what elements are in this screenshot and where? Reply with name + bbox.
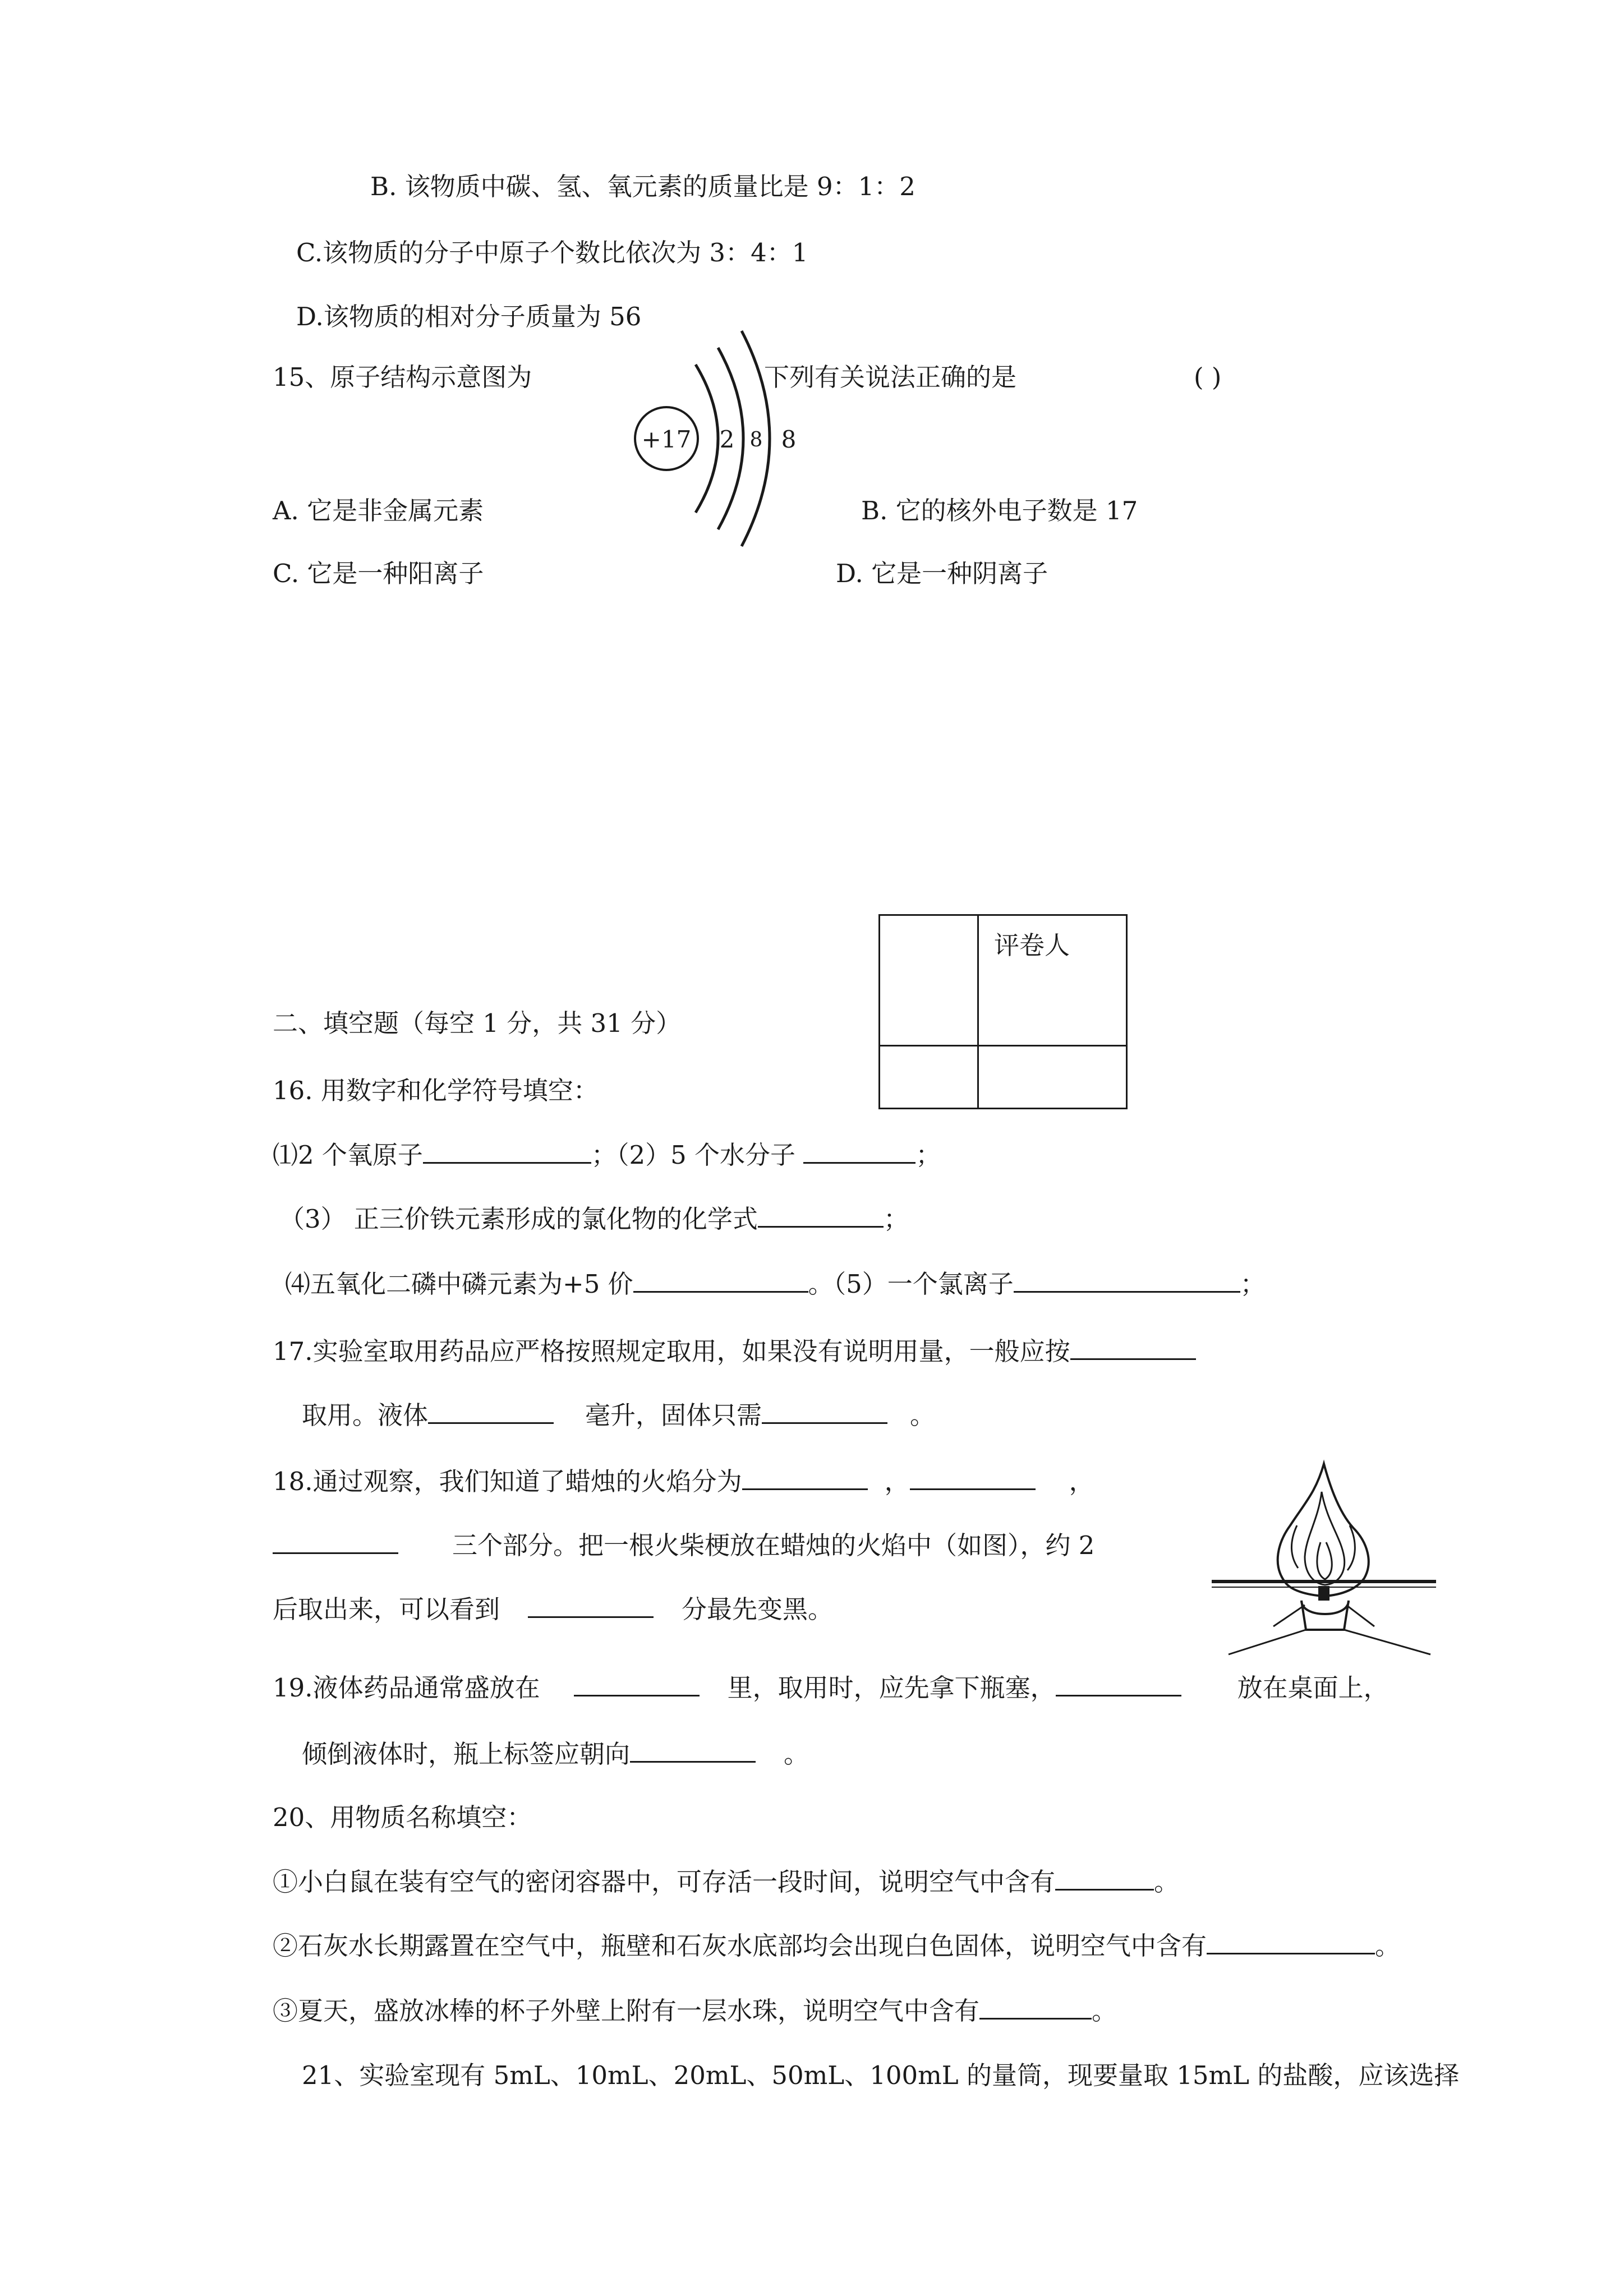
- q16-sep-1: ；: [591, 1140, 617, 1170]
- q17-line-2: [302, 1402, 935, 1428]
- q20-item-3-text: ③夏天，盛放冰棒的杯子外壁上附有一层水珠，说明空气中含有: [273, 1996, 980, 2026]
- candle-wick: [1318, 1586, 1329, 1601]
- q16-sep-3: ；: [883, 1204, 909, 1234]
- q19-line-2: [302, 1741, 809, 1767]
- q14-option-d: D.该物质的相对分子质量为 56: [296, 302, 642, 331]
- section-2-title: 二、填空题（每空 1 分，共 31 分）: [273, 1008, 682, 1038]
- q16-part-5: 。（5）一个氯离子: [808, 1269, 1014, 1299]
- candle-flame-figure: [1206, 1458, 1442, 1660]
- q19-text-b1: 倾倒液体时，瓶上标签应朝向: [302, 1739, 631, 1769]
- q19-line-1: [273, 1673, 1389, 1703]
- q19-text-b2: 。: [784, 1739, 809, 1769]
- q18-line-2: [273, 1532, 1094, 1558]
- q21-text: 21、实验室现有 5mL、10mL、20mL、50mL、100mL 的量筒，现要量取 15mL 的盐酸，应该选择: [302, 2060, 1460, 2090]
- q16-line-3: [285, 1271, 1266, 1297]
- q16-blank-3[interactable]: [758, 1206, 884, 1228]
- q16-line-2: [279, 1206, 909, 1232]
- grader-label: 评卷人: [994, 930, 1070, 960]
- q17-line-1: [273, 1338, 1196, 1364]
- q20-blank-1[interactable]: [1055, 1869, 1154, 1891]
- q20-item-2-text: ②石灰水长期露置在空气中，瓶壁和石灰水底部均会出现白色固体，说明空气中含有: [273, 1931, 1207, 1961]
- q16-sep-2: ；: [915, 1140, 941, 1170]
- q20-blank-2[interactable]: [1207, 1933, 1375, 1954]
- q18-text-c2: 分最先变黑。: [682, 1594, 834, 1624]
- q17-text-b3: 。: [910, 1400, 936, 1430]
- q19-text-a3: 放在桌面上，: [1237, 1673, 1389, 1703]
- q18-blank-4[interactable]: [528, 1596, 654, 1618]
- q18-comma-2: ，: [1069, 1467, 1094, 1496]
- q19-text-a2: 里，取用时，应先拿下瓶塞，: [727, 1673, 1056, 1703]
- q18-comma-1: ，: [884, 1467, 910, 1496]
- q16-part-1: ⑴2 个氧原子: [273, 1140, 423, 1170]
- q20-item-1: [273, 1867, 1180, 1897]
- q19-text-a1: 19.液体药品通常盛放在: [273, 1673, 540, 1703]
- q16-part-4: ⑷五氧化二磷中磷元素为+5 价: [285, 1269, 633, 1299]
- q16-blank-2[interactable]: [803, 1142, 915, 1164]
- score-box-divider-h: [880, 1045, 1126, 1046]
- q16-stem: 16. 用数字和化学符号填空：: [273, 1076, 599, 1105]
- q19-blank-1[interactable]: [574, 1675, 700, 1696]
- q15-stem-end: 下列有关说法正确的是: [764, 362, 1017, 392]
- atom-structure-diagram: [617, 314, 830, 550]
- q16-line-1: [273, 1142, 941, 1168]
- score-box-divider-v: [977, 916, 979, 1108]
- q18-blank-1[interactable]: [742, 1468, 868, 1490]
- q15-option-a: A. 它是非金属元素: [273, 496, 484, 525]
- q17-blank-2[interactable]: [428, 1402, 554, 1424]
- q16-blank-1[interactable]: [423, 1142, 591, 1164]
- q16-sep-5: ；: [1240, 1269, 1266, 1299]
- q18-blank-2[interactable]: [910, 1468, 1036, 1490]
- q17-text-b1: 取用。液体: [302, 1400, 429, 1430]
- q15-answer-paren: ( ): [1194, 362, 1222, 392]
- flame-core: [1317, 1542, 1332, 1579]
- q18-line-3: [273, 1596, 833, 1622]
- shell-electrons-2: 8: [749, 428, 763, 451]
- q20-blank-3[interactable]: [979, 1998, 1092, 2020]
- q15-option-d: D. 它是一种阴离子: [836, 559, 1048, 588]
- shell-electrons-1: 2: [719, 426, 735, 453]
- q15-stem-start: 15、原子结构示意图为: [273, 362, 532, 392]
- q19-blank-3[interactable]: [630, 1741, 756, 1763]
- q20-item-2-period: 。: [1375, 1931, 1401, 1961]
- q18-text-a: 18.通过观察，我们知道了蜡烛的火焰分为: [273, 1467, 742, 1496]
- q20-item-1-text: ①小白鼠在装有空气的密闭容器中，可存活一段时间，说明空气中含有: [273, 1867, 1056, 1897]
- q14-option-c: C.该物质的分子中原子个数比依次为 3：4：1: [296, 238, 808, 268]
- q19-blank-2[interactable]: [1056, 1675, 1181, 1696]
- q15-option-c: C. 它是一种阳离子: [273, 559, 484, 588]
- flame-detail: [1291, 1525, 1355, 1570]
- q17-text-b2: 毫升，固体只需: [585, 1400, 762, 1430]
- q18-line-1: [273, 1468, 1094, 1494]
- q15-option-b: B. 它的核外电子数是 17: [861, 496, 1138, 525]
- q20-item-3: [273, 1996, 1117, 2026]
- q16-blank-5[interactable]: [1014, 1271, 1240, 1293]
- q16-blank-4[interactable]: [633, 1271, 808, 1293]
- q18-blank-3[interactable]: [273, 1532, 398, 1554]
- q20-item-3-period: 。: [1092, 1996, 1117, 2026]
- q20-item-1-period: 。: [1154, 1867, 1180, 1897]
- shell-electrons-3: 8: [781, 426, 797, 453]
- q17-text-a: 17.实验室取用药品应严格按照规定取用，如果没有说明用量，一般应按: [273, 1336, 1070, 1366]
- q16-part-2: （2）5 个水分子: [616, 1140, 796, 1170]
- score-box: [878, 914, 1128, 1109]
- q20-item-2: [273, 1931, 1401, 1961]
- q17-blank-3[interactable]: [762, 1402, 887, 1424]
- q18-text-b: 三个部分。把一根火柴梗放在蜡烛的火焰中（如图），约 2: [452, 1530, 1095, 1560]
- q18-text-c1: 后取出来，可以看到: [273, 1594, 500, 1624]
- outer-flame: [1278, 1464, 1369, 1596]
- candle-body: [1301, 1601, 1349, 1630]
- q17-blank-1[interactable]: [1070, 1338, 1196, 1360]
- q20-stem: 20、用物质名称填空：: [273, 1802, 532, 1832]
- q16-part-3: （3） 正三价铁元素形成的氯化物的化学式: [279, 1204, 758, 1234]
- nucleus-charge: +17: [641, 426, 692, 453]
- q14-option-b: B. 该物质中碳、氢、氧元素的质量比是 9：1：2: [370, 172, 915, 201]
